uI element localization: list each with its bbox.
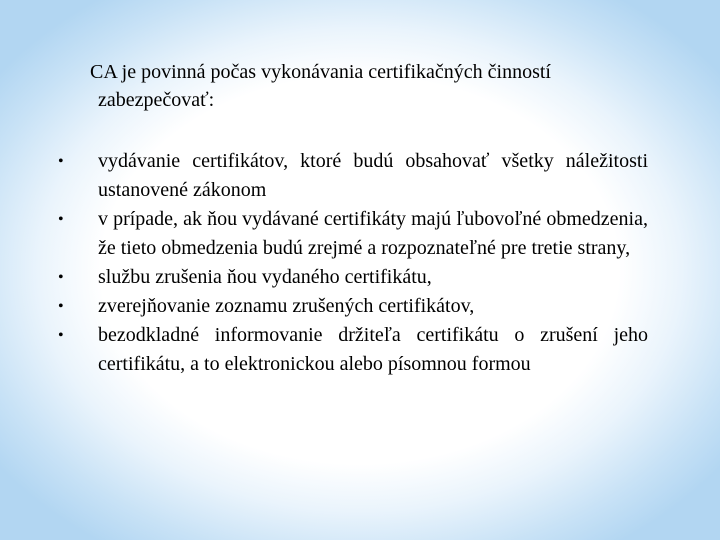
bullet-icon: • — [58, 298, 64, 315]
bullet-text: v prípade, ak ňou vydávané certifikáty majú ľubovoľné obmedzenia, že tieto obmedzenia budú zrejmé a rozpoznateľné pre tretie strany, — [98, 208, 648, 259]
bullet-icon: • — [58, 327, 64, 344]
bullet-item — [58, 147, 648, 205]
bullet-text: službu zrušenia ňou vydaného certifikátu, — [98, 266, 432, 288]
bullet-icon: • — [58, 269, 64, 286]
bullet-item — [58, 321, 648, 379]
bullet-item — [58, 292, 648, 321]
bullet-icon: • — [58, 153, 64, 170]
intro-line-1: CA je povinná počas vykonávania certifikačných činností — [90, 61, 551, 83]
bullet-text: zverejňovanie zoznamu zrušených certifikátov, — [98, 295, 475, 317]
intro-line-2: zabezpečovať: — [98, 89, 215, 111]
bullet-list — [58, 147, 648, 379]
bullet-item — [58, 205, 648, 263]
bullet-text: vydávanie certifikátov, ktoré budú obsahovať všetky náležitosti ustanovené zákonom — [98, 150, 648, 201]
intro-paragraph — [90, 58, 660, 114]
bullet-text: bezodkladné informovanie držiteľa certifikátu o zrušení jeho certifikátu, a to elektronickou alebo písomnou formou — [98, 324, 648, 375]
bullet-icon: • — [58, 211, 64, 228]
bullet-item — [58, 263, 648, 292]
